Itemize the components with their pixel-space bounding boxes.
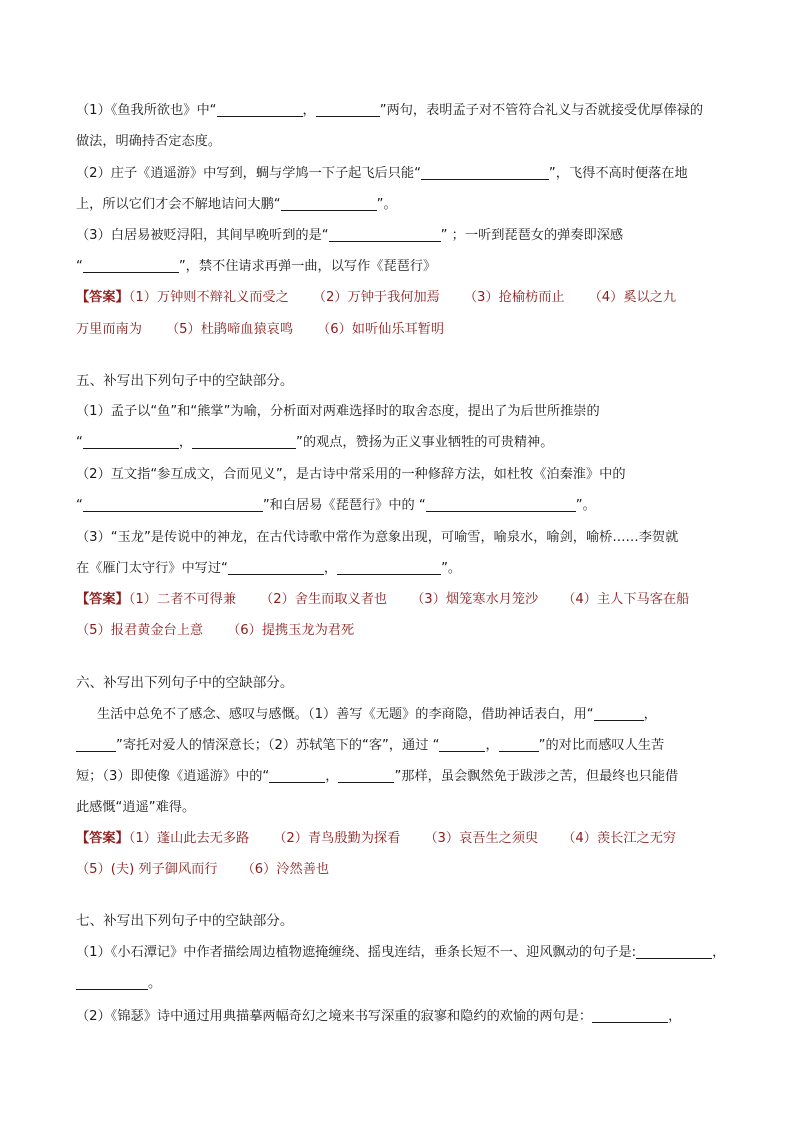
answer-blank[interactable] bbox=[636, 944, 712, 959]
answer-blank[interactable] bbox=[269, 768, 325, 783]
s6-para-line1: 生活中总免不了感念、感叹与感慨。（1）善写《无题》的李商隐，借助神话表白，用“ ， bbox=[97, 707, 657, 722]
s5-q1-line1: （1）孟子以“鱼”和“熊掌”为喻，分析面对两难选择时的取舍态度，提出了为后世所推崇的 bbox=[76, 404, 600, 419]
answer-blank[interactable] bbox=[217, 102, 303, 117]
answer-blank[interactable] bbox=[499, 737, 539, 752]
s4-answer-line2: 万里而南为 （5）杜鹃啼血猿哀鸣 （6）如听仙乐耳暂明 bbox=[76, 322, 445, 337]
answer-blank[interactable] bbox=[281, 196, 377, 211]
answer-blank[interactable] bbox=[83, 258, 179, 273]
answer-blank[interactable] bbox=[316, 102, 380, 117]
section-6-title: 六、补写出下列句子中的空缺部分。 bbox=[76, 675, 294, 691]
s5-q2-line2: “ ”和白居易《琵琶行》中的 “ ”。 bbox=[76, 498, 596, 513]
s6-answer-line2: （5）(夫) 列子御风而行 （6）泠然善也 bbox=[76, 862, 330, 877]
answer-blank[interactable] bbox=[592, 1008, 668, 1023]
answer-blank[interactable] bbox=[439, 737, 485, 752]
answer-blank[interactable] bbox=[426, 497, 576, 512]
s4-answer-line1: 【答案】（1）万钟则不辩礼义而受之 （2）万钟于我何加焉 （3）抢榆枋而止 （4）奚以之九 bbox=[76, 290, 677, 305]
s5-q2-line1: （2）互文指“参互成文，合而见义”，是古诗中常采用的一种修辞方法，如杜牧《泊秦淮》中的 bbox=[76, 467, 626, 482]
answer-blank[interactable] bbox=[337, 560, 441, 575]
s4-q1-line2: 做法，明确持否定态度。 bbox=[76, 134, 222, 149]
answer-blank[interactable] bbox=[594, 706, 644, 721]
s5-answer-line1: 【答案】（1）二者不可得兼 （2）舍生而取义者也 （3）烟笼寒水月笼沙 （4）主人下马客在船 bbox=[76, 592, 690, 607]
s5-answer-line2: （5）报君黄金台上意 （6）提携玉龙为君死 bbox=[76, 623, 355, 638]
s4-q3-line2: “ ”，禁不住请求再弹一曲，以写作《琵琶行》 bbox=[76, 259, 437, 274]
answer-blank[interactable] bbox=[76, 737, 116, 752]
s5-q3-line1: （3）“玉龙”是传说中的神龙，在古代诗歌中常作为意象出现，可喻雪，喻泉水，喻剑，喻桥……李贺就 bbox=[76, 530, 679, 545]
section-5-title: 五、补写出下列句子中的空缺部分。 bbox=[76, 373, 294, 389]
s4-q2-line1: （2）庄子《逍遥游》中写到，蜩与学鸠一下子起飞后只能“ ”，飞得不高时便落在地 bbox=[76, 166, 688, 181]
s5-q1-line2: “ ， ”的观点，赞扬为正义事业牺牲的可贵精神。 bbox=[76, 435, 554, 450]
answer-blank[interactable] bbox=[76, 975, 148, 990]
s7-q1-line1: （1）《小石潭记》中作者描绘周边植物遮掩缠绕、摇曳连结，垂条长短不一、迎风飘动的句子是: ， bbox=[76, 945, 726, 960]
answer-blank[interactable] bbox=[329, 227, 441, 242]
s4-q1-line1: （1）《鱼我所欲也》中“ ， ”两句，表明孟子对不管符合礼义与否就接受优厚俸禄的 bbox=[76, 103, 704, 118]
answer-label: 【答案】 bbox=[76, 831, 129, 846]
s6-para-line4: 此感慨“逍遥”难得。 bbox=[76, 800, 196, 815]
answer-blank[interactable] bbox=[83, 434, 179, 449]
s5-q3-line2: 在《雁门太守行》中写过“ ， ”。 bbox=[76, 561, 462, 576]
answer-blank[interactable] bbox=[83, 497, 263, 512]
answer-blank[interactable] bbox=[228, 560, 324, 575]
answer-blank[interactable] bbox=[192, 434, 296, 449]
s4-q3-line1: （3）白居易被贬浔阳，其间早晚听到的是“ ” ；一听到琵琶女的弹奏即深感 bbox=[76, 228, 624, 243]
section-7-title: 七、补写出下列句子中的空缺部分。 bbox=[76, 913, 294, 929]
s7-q1-line2: 。 bbox=[76, 974, 726, 994]
s6-para-line2: ”寄托对爱人的情深意长；（2）苏轼笔下的“客”，通过 “ ， ”的对比而感叹人生苦 bbox=[76, 736, 726, 756]
answer-label: 【答案】 bbox=[76, 290, 129, 305]
s4-q2-line2: 上，所以它们才会不解地诘问大鹏“ ”。 bbox=[76, 197, 397, 212]
s6-para-line3: 短；（3）即使像《逍遥游》中的“ ， ”那样，虽会飘然免于跋涉之苦，但最终也只能借 bbox=[76, 769, 679, 784]
answer-label: 【答案】 bbox=[76, 592, 129, 607]
s7-q2-line1: （2）《锦瑟》诗中通过用典描摹两幅奇幻之境来书写深重的寂寥和隐约的欢愉的两句是： ， bbox=[76, 1009, 682, 1024]
s6-answer-line1: 【答案】（1）蓬山此去无多路 （2）青鸟殷勤为探看 （3）哀吾生之须臾 （4）羡长江之无穷 bbox=[76, 831, 677, 846]
answer-blank[interactable] bbox=[338, 768, 394, 783]
answer-blank[interactable] bbox=[421, 165, 549, 180]
